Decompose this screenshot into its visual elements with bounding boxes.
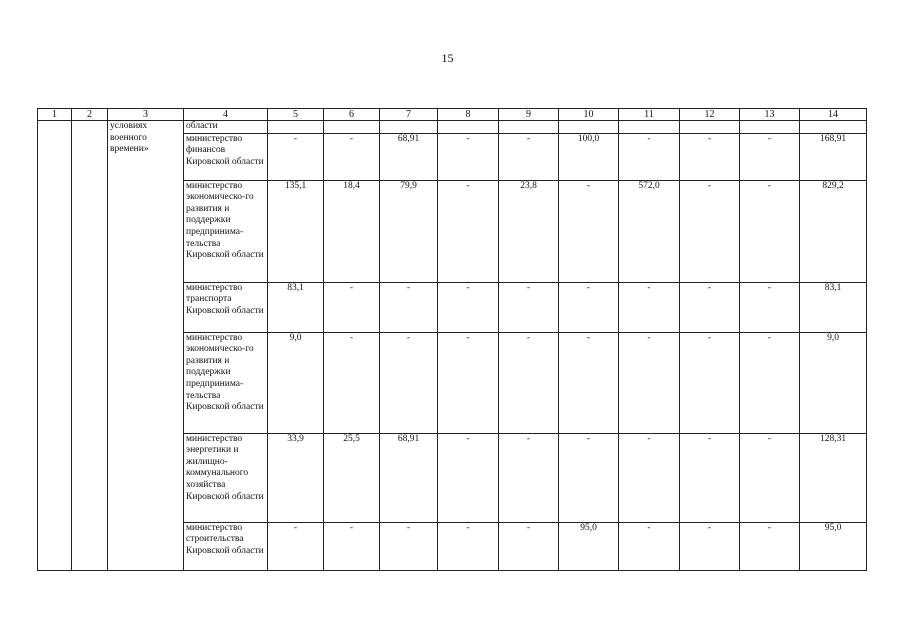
value-cell: 79,9 (380, 180, 438, 282)
org-cell: министерство транспорта Кировской области (184, 282, 268, 332)
header-cell: 14 (800, 109, 867, 121)
org-cell: министерство экономическо-го развития и поддержки предпринима-тельства Кировской области (184, 332, 268, 433)
value-cell: - (324, 522, 380, 570)
value-cell: - (499, 332, 559, 433)
value-cell: 18,4 (324, 180, 380, 282)
header-cell: 11 (619, 109, 680, 121)
org-cell: министерство энергетики и жилищно-коммунального хозяйства Кировской области (184, 433, 268, 522)
value-cell: - (619, 332, 680, 433)
value-cell: - (380, 522, 438, 570)
header-cell: 9 (499, 109, 559, 121)
value-cell: - (559, 282, 619, 332)
value-cell: - (380, 282, 438, 332)
header-cell: 13 (740, 109, 800, 121)
value-cell (619, 121, 680, 134)
value-cell: 9,0 (268, 332, 324, 433)
page-number: 15 (441, 51, 454, 65)
total-cell: 95,0 (800, 522, 867, 570)
header-cell: 1 (38, 109, 72, 121)
value-cell: - (324, 133, 380, 180)
value-cell (680, 121, 740, 134)
value-cell: 25,5 (324, 433, 380, 522)
value-cell: 68,91 (380, 433, 438, 522)
header-cell: 5 (268, 109, 324, 121)
value-cell: - (680, 433, 740, 522)
value-cell: 572,0 (619, 180, 680, 282)
value-cell: 68,91 (380, 133, 438, 180)
value-cell: 83,1 (268, 282, 324, 332)
value-cell: - (438, 522, 499, 570)
value-cell: 135,1 (268, 180, 324, 282)
value-cell: - (380, 332, 438, 433)
value-cell: 95,0 (559, 522, 619, 570)
value-cell: - (499, 282, 559, 332)
value-cell: 100,0 (559, 133, 619, 180)
table-row (38, 121, 867, 134)
value-cell: - (438, 332, 499, 433)
value-cell: - (740, 332, 800, 433)
value-cell: - (619, 282, 680, 332)
value-cell (499, 121, 559, 134)
col2-cell (72, 121, 108, 571)
total-cell: 83,1 (800, 282, 867, 332)
value-cell: - (680, 133, 740, 180)
value-cell: - (559, 180, 619, 282)
value-cell (380, 121, 438, 134)
value-cell: - (499, 433, 559, 522)
value-cell: - (619, 522, 680, 570)
value-cell (438, 121, 499, 134)
value-cell: - (559, 433, 619, 522)
value-cell: - (619, 133, 680, 180)
value-cell: - (438, 180, 499, 282)
value-cell: - (499, 133, 559, 180)
total-cell: 829,2 (800, 180, 867, 282)
org-cell: министерство строительства Кировской области (184, 522, 268, 570)
value-cell: - (680, 332, 740, 433)
value-cell: - (324, 282, 380, 332)
org-cell: министерство экономическо-го развития и поддержки предпринима-тельства Кировской области (184, 180, 268, 282)
org-cell: министерство финансов Кировской области (184, 133, 268, 180)
header-cell: 6 (324, 109, 380, 121)
value-cell: - (268, 133, 324, 180)
header-cell: 12 (680, 109, 740, 121)
value-cell (324, 121, 380, 134)
value-cell (559, 121, 619, 134)
value-cell: - (438, 133, 499, 180)
value-cell: - (740, 522, 800, 570)
org-cell: области (184, 121, 268, 134)
value-cell: 33,9 (268, 433, 324, 522)
total-cell: 168,91 (800, 133, 867, 180)
header-cell: 10 (559, 109, 619, 121)
value-cell: - (619, 433, 680, 522)
value-cell: - (559, 332, 619, 433)
header-cell: 4 (184, 109, 268, 121)
col1-cell (38, 121, 72, 571)
value-cell: - (680, 522, 740, 570)
value-cell: - (740, 180, 800, 282)
value-cell: 23,8 (499, 180, 559, 282)
value-cell: - (438, 282, 499, 332)
value-cell: - (740, 133, 800, 180)
value-cell: - (680, 282, 740, 332)
header-row (38, 109, 867, 121)
value-cell: - (740, 433, 800, 522)
value-cell: - (324, 332, 380, 433)
total-cell: 128,31 (800, 433, 867, 522)
header-cell: 7 (380, 109, 438, 121)
header-cell: 2 (72, 109, 108, 121)
header-cell: 8 (438, 109, 499, 121)
budget-table (37, 108, 867, 571)
value-cell: - (499, 522, 559, 570)
value-cell: - (268, 522, 324, 570)
program-title-cell: условиях военного времени» (108, 121, 184, 571)
total-cell (800, 121, 867, 134)
header-cell: 3 (108, 109, 184, 121)
value-cell: - (740, 282, 800, 332)
value-cell: - (438, 433, 499, 522)
total-cell: 9,0 (800, 332, 867, 433)
value-cell (740, 121, 800, 134)
value-cell: - (680, 180, 740, 282)
value-cell (268, 121, 324, 134)
